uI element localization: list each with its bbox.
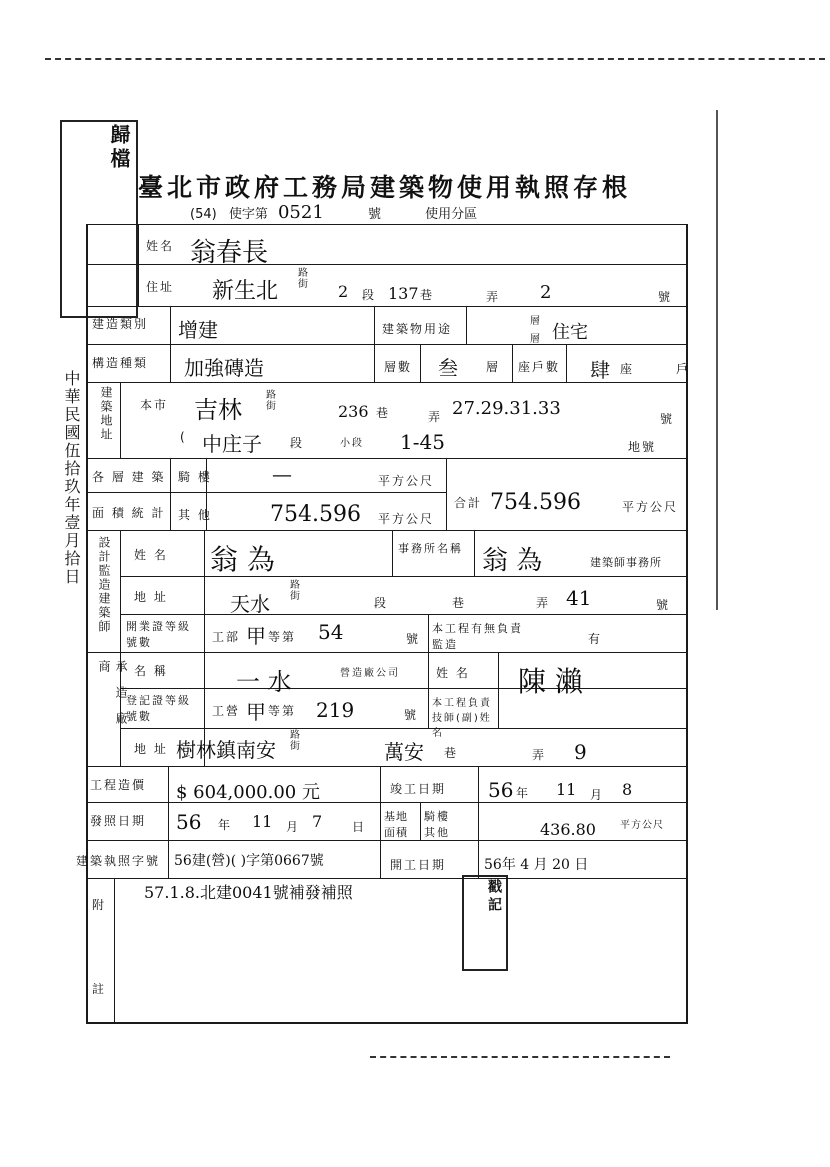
- base-arcade: 騎樓: [424, 810, 450, 823]
- structure-value: 加強磚造: [184, 356, 264, 380]
- col-rule: [114, 878, 115, 1022]
- seal-stamp: 戳記: [462, 875, 508, 971]
- complete-month: 11: [556, 780, 577, 799]
- tech-label: 本工程負責技師(副)姓名: [432, 698, 492, 739]
- license-label: 開業證等級號數: [126, 620, 191, 649]
- contractor-alley-label: 弄: [532, 748, 547, 762]
- rule: [86, 840, 688, 841]
- col-rule: [170, 458, 171, 530]
- architect-road-mark: 路 街: [290, 580, 302, 602]
- supervise-label: 本工程有無負責監造: [432, 622, 523, 651]
- rule: [86, 264, 688, 265]
- storeys-value: 叁: [438, 356, 458, 380]
- other-unit: 平方公尺: [378, 512, 435, 526]
- site-section-label: 段: [290, 436, 305, 450]
- office-label: 事務所名稱: [398, 542, 463, 555]
- issue-day: 7: [312, 812, 323, 831]
- start-value: 56年 4 月 20 日: [484, 857, 589, 873]
- total-value: 754.596: [490, 490, 581, 515]
- complete-y: 年: [516, 786, 531, 800]
- contractor-no-value: 9: [574, 740, 587, 764]
- contractor-addr-label: 地 址: [134, 742, 168, 756]
- col-rule: [420, 344, 421, 382]
- site-alley-value: 27.29.31.33: [452, 398, 561, 419]
- rule: [86, 530, 688, 531]
- contractor-group-label: 承造廠商: [97, 660, 128, 738]
- col-rule: [566, 344, 567, 382]
- units-label: 座戶數: [518, 360, 561, 374]
- contractor-road-mark: 路 街: [290, 730, 302, 752]
- col-rule: [374, 306, 375, 382]
- floor-label: 層: [530, 316, 542, 327]
- architect-lane: 巷: [452, 596, 467, 610]
- col-rule: [420, 802, 421, 840]
- use-label: 建築物用途: [382, 322, 453, 336]
- start-label: 開工日期: [390, 858, 447, 872]
- use-value: 住宅: [552, 322, 588, 343]
- frame-bottom: [86, 1022, 688, 1024]
- supervise-value: 有: [588, 632, 603, 646]
- side-margin-date: 中華民國伍拾玖年壹月拾日: [62, 370, 81, 586]
- architect-addr-value: 天水: [230, 592, 270, 616]
- site-alley-label: 弄: [428, 410, 443, 424]
- owner-lane-value: 137: [388, 284, 419, 303]
- col-rule: [204, 530, 205, 766]
- site-lot-value: 1-45: [400, 430, 445, 454]
- rule: [86, 306, 688, 307]
- complete-label: 竣工日期: [390, 782, 447, 796]
- col-rule: [474, 530, 475, 576]
- owner-name-label: 姓名: [146, 239, 175, 253]
- total-unit: 平方公尺: [622, 500, 679, 514]
- rule: [86, 878, 688, 879]
- owner-addr-label: 住址: [146, 280, 175, 294]
- base-other: 其他: [424, 826, 450, 839]
- col-rule: [478, 766, 479, 878]
- contractor-lane-label: 巷: [444, 746, 459, 760]
- architect-group-label: 設計監造建築師: [97, 536, 111, 634]
- rule: [86, 492, 446, 493]
- area-row2-label: 面 積 統 計: [92, 506, 166, 520]
- unit-household: 戶: [676, 362, 691, 376]
- cost-label: 工程造價: [90, 778, 147, 792]
- rule: [120, 576, 688, 577]
- bottom-edge: [370, 1056, 670, 1058]
- right-edge: [716, 110, 718, 610]
- license-no: 號: [406, 632, 421, 646]
- area-row1-label: 各 層 建 築: [92, 470, 166, 484]
- permit-value: 56建(營)( )字第0667號: [174, 853, 324, 869]
- issue-m: 月: [286, 820, 301, 834]
- person-value: 陳 瀨: [518, 665, 583, 698]
- col-rule: [138, 224, 139, 306]
- rule: [86, 224, 688, 225]
- col-rule: [170, 306, 171, 382]
- reg-label: 登記證等級號數: [126, 694, 191, 723]
- site-city: 本市: [140, 398, 169, 412]
- reg-mid: 等第: [268, 704, 297, 718]
- col-rule: [168, 766, 169, 878]
- reg-num: 219: [316, 698, 355, 722]
- reg-value: 甲: [246, 700, 266, 724]
- site-lane-label: 巷: [376, 406, 391, 420]
- complete-year: 56: [488, 778, 514, 802]
- col-rule: [428, 652, 429, 728]
- other-value: 754.596: [270, 502, 361, 527]
- architect-section: 段: [374, 596, 389, 610]
- rule: [120, 688, 688, 689]
- owner-road-mark: 路 街: [298, 268, 310, 290]
- form-title: 臺北市政府工務局建築物使用執照存根: [138, 173, 632, 202]
- owner-no-value: 2: [540, 282, 552, 303]
- col-rule: [446, 458, 447, 530]
- col-rule: [512, 344, 513, 382]
- architect-no-label: 號: [656, 598, 671, 612]
- top-edge: [45, 58, 825, 60]
- unit-seat: 座: [620, 362, 635, 376]
- architect-name-label: 姓 名: [134, 548, 168, 562]
- serial-line: (54) 使字第 0521 號 使用分區: [190, 202, 478, 223]
- base-unit: 平方公尺: [620, 820, 664, 831]
- architect-alley: 弄: [536, 596, 551, 610]
- col-rule: [392, 530, 393, 576]
- rule: [86, 344, 688, 345]
- site-road-value: 吉林: [194, 396, 242, 424]
- category-label: 建造類別: [92, 317, 149, 331]
- contractor-lane-value: 萬安: [384, 740, 424, 764]
- owner-name-value: 翁春長: [190, 238, 269, 268]
- total-label: 合計: [454, 496, 483, 510]
- site-lane-value: 236: [338, 402, 369, 421]
- license-value: 甲: [246, 624, 266, 648]
- license-num: 54: [318, 620, 344, 644]
- site-section-value: 中庄子: [202, 432, 262, 456]
- site-label: 建築地址: [99, 386, 113, 442]
- notes-label-bottom: 註: [92, 982, 107, 996]
- rule: [86, 652, 688, 653]
- office-suffix: 建築師事務所: [590, 556, 662, 569]
- reg-prefix: 工營: [212, 704, 241, 718]
- col-rule: [498, 652, 499, 728]
- owner-section-label: 段: [362, 288, 377, 302]
- person-label: 姓 名: [436, 666, 470, 680]
- contractor-name-value: 一 水: [236, 668, 292, 696]
- architect-name-value: 翁 為: [210, 543, 275, 576]
- complete-day: 8: [622, 780, 633, 799]
- owner-addr-value: 新生北: [212, 279, 279, 304]
- contractor-addr-value: 樹林鎮南安: [176, 738, 276, 762]
- company-suffix: 營造廠公司: [340, 668, 400, 679]
- site-no-label: 號: [660, 412, 675, 426]
- rule: [120, 728, 688, 729]
- rule: [86, 766, 688, 767]
- license-mid: 等第: [268, 630, 297, 644]
- issue-d: 日: [352, 820, 367, 834]
- issue-year: 56: [176, 810, 202, 834]
- owner-alley-label: 弄: [486, 290, 501, 304]
- col-rule: [428, 614, 429, 652]
- archive-stamp: 歸檔: [60, 120, 138, 318]
- cost-value: $ 604,000.00 元: [176, 782, 320, 803]
- architect-addr-label: 地 址: [134, 590, 168, 604]
- complete-m: 月: [590, 788, 605, 802]
- notes-label-top: 附: [92, 898, 107, 912]
- category-value: 增建: [178, 318, 218, 342]
- arcade-unit: 平方公尺: [378, 474, 435, 488]
- notes-text: 57.1.8.北建0041號補發補照: [144, 883, 353, 902]
- site-road-mark: 路 街: [266, 390, 278, 412]
- units-value: 肆: [590, 358, 610, 382]
- rule: [86, 458, 688, 459]
- col-rule: [120, 382, 121, 458]
- owner-no-label: 號: [658, 290, 673, 304]
- owner-section-value: 2: [338, 282, 349, 301]
- office-value: 翁 為: [482, 546, 543, 576]
- floor-label-2: 層: [530, 334, 542, 345]
- storeys-unit: 層: [486, 360, 501, 374]
- issue-month: 11: [252, 812, 273, 831]
- architect-no-value: 41: [566, 586, 592, 610]
- structure-label: 構造種類: [92, 356, 149, 370]
- reg-no: 號: [404, 708, 419, 722]
- storeys-label: 層數: [384, 360, 413, 374]
- license-prefix: 工部: [212, 630, 241, 644]
- base-label: 基地面積: [384, 810, 408, 839]
- issue-y: 年: [218, 818, 233, 832]
- permit-label: 建築執照字號: [76, 854, 161, 868]
- base-other-value: 436.80: [540, 820, 596, 839]
- site-paren: (: [180, 430, 187, 444]
- arcade-value: —: [272, 462, 292, 486]
- contractor-name-label: 名 稱: [134, 664, 168, 678]
- owner-lane-label: 巷: [420, 288, 435, 302]
- rule: [120, 614, 688, 615]
- col-rule: [466, 306, 467, 344]
- issue-label: 發照日期: [90, 814, 147, 828]
- arcade-label: 騎 樓: [178, 470, 212, 484]
- site-lot-label: 地號: [628, 440, 657, 454]
- col-rule: [380, 766, 381, 878]
- site-subsection-label: 小段: [340, 438, 364, 449]
- other-label: 其 他: [178, 508, 212, 522]
